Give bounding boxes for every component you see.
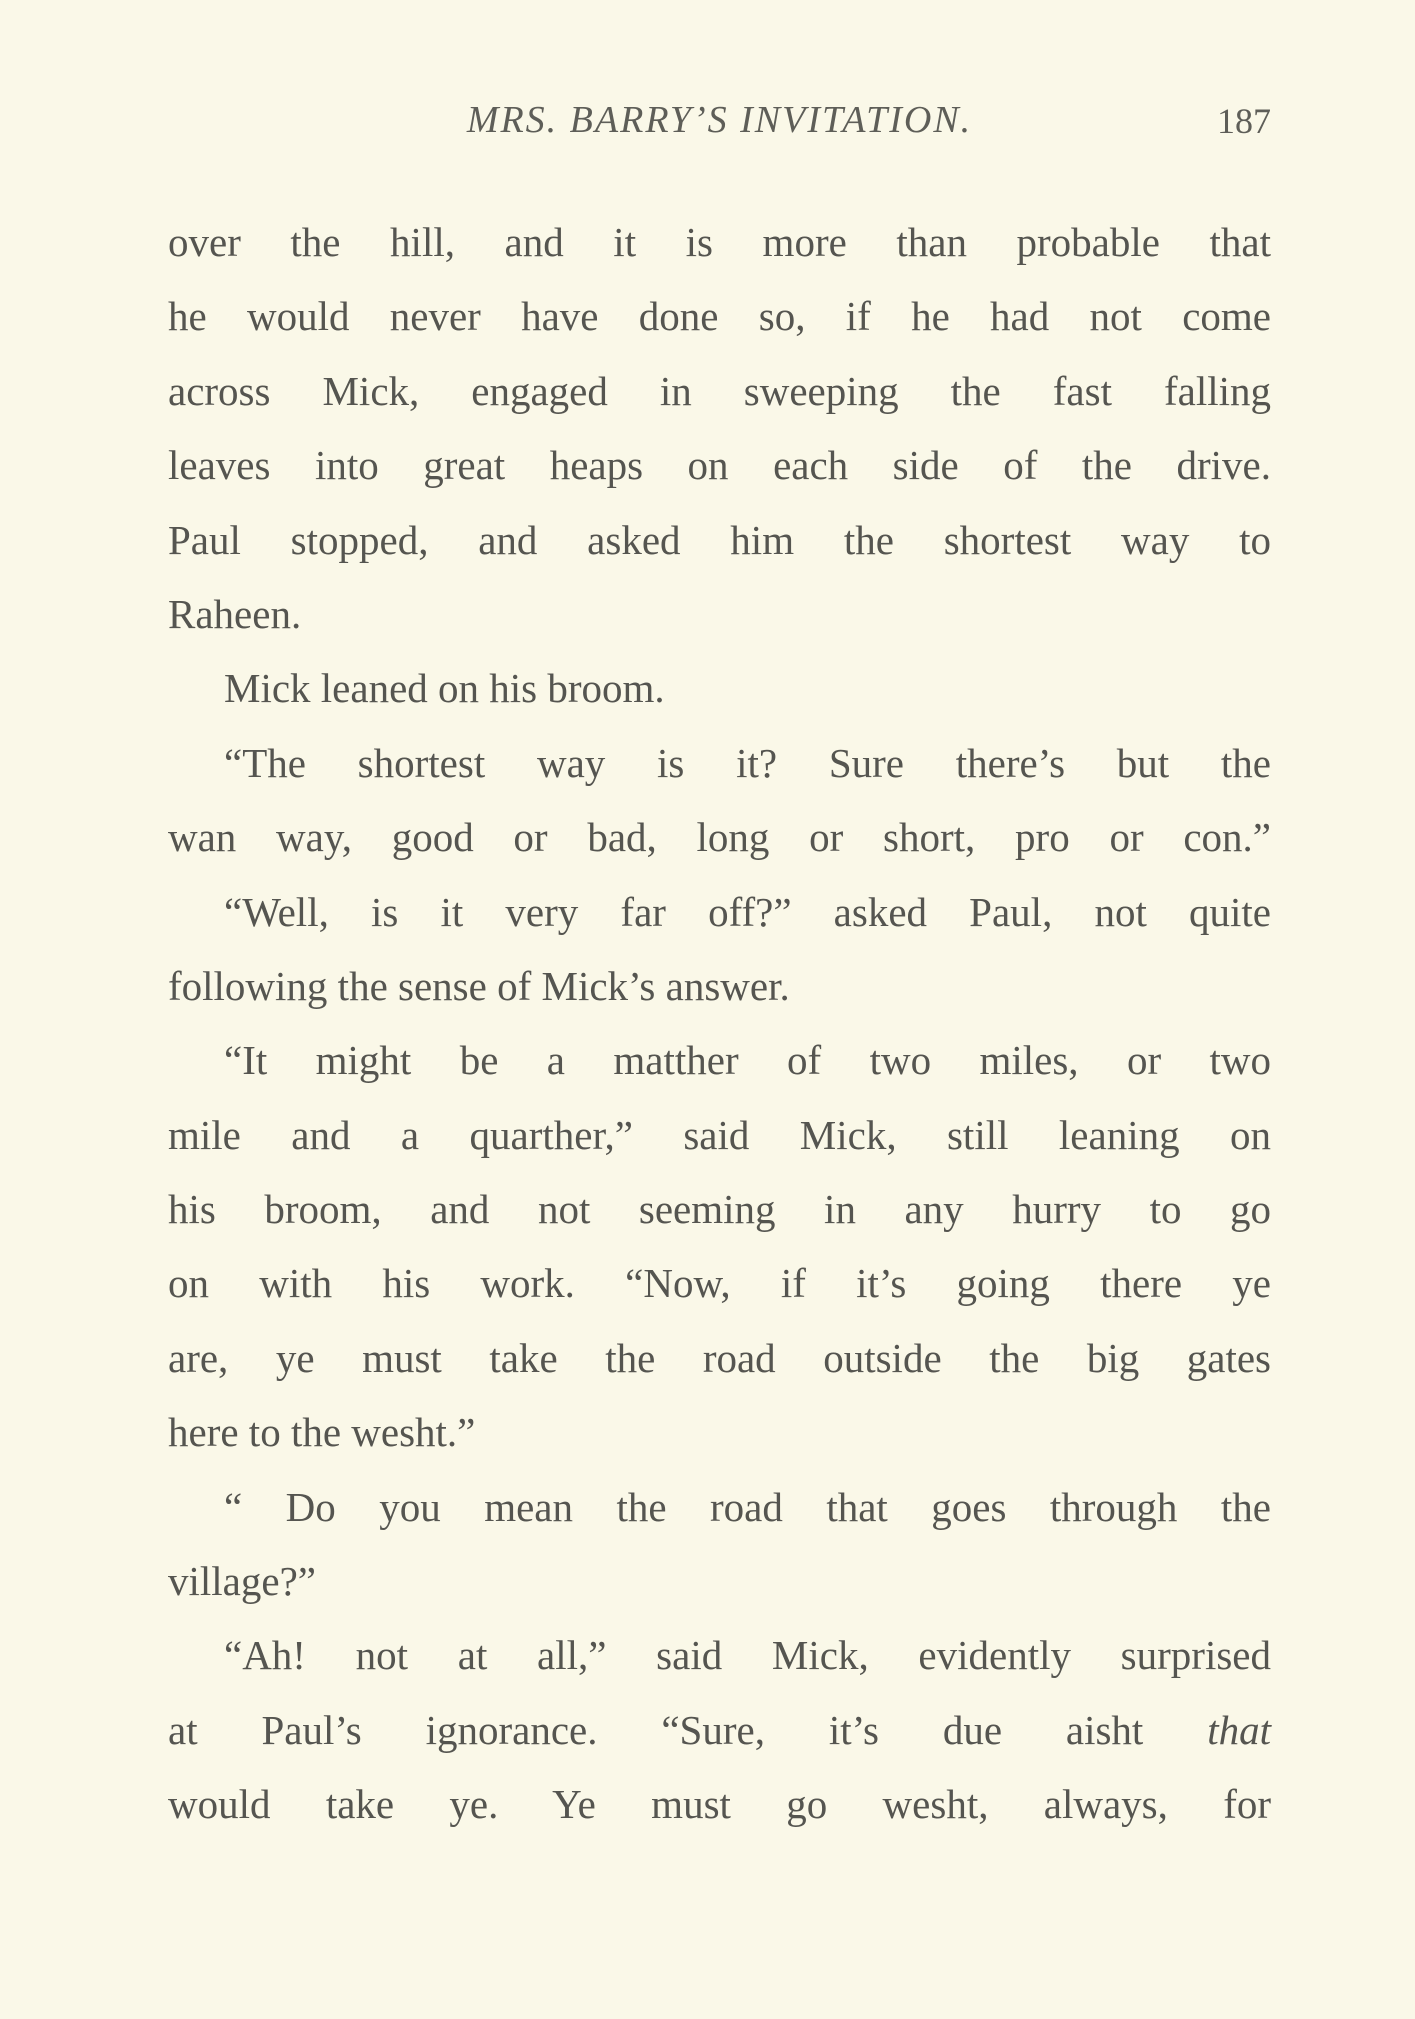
body-text [168, 205, 1271, 1842]
text-line: on with his work. “Now, if it’s going there ye [168, 1260, 1271, 1307]
text-line: village?” [168, 1558, 316, 1605]
text-line: Raheen. [168, 590, 302, 637]
text-line: wan way, good or bad, long or short, pro or con.” [168, 814, 1271, 861]
text-line: Paul stopped, and asked him the shortest way to [168, 516, 1271, 563]
text-line: following the sense of Mick’s answer. [168, 962, 790, 1009]
text-line-segment: at Paul’s ignorance. “Sure, it’s due aisht [168, 1706, 1208, 1753]
text-line: here to the wesht.” [168, 1409, 476, 1456]
text-line: “Well, is it very far off?” asked Paul, not quite [224, 888, 1271, 935]
text-line: he would never have done so, if he had not come [168, 293, 1271, 340]
running-head [168, 98, 1271, 148]
text-line: leaves into great heaps on each side of the drive. [168, 442, 1271, 489]
text-line: over the hill, and it is more than probable that [168, 219, 1271, 265]
text-line [168, 1693, 1271, 1767]
text-line: across Mick, engaged in sweeping the fast falling [168, 367, 1271, 414]
text-line: “It might be a matther of two miles, or two [224, 1037, 1271, 1084]
running-title: MRS. BARRY’S INVITATION. [466, 99, 973, 141]
text-line: “ Do you mean the road that goes through the [224, 1483, 1271, 1530]
text-line: “The shortest way is it? Sure there’s but the [224, 739, 1271, 786]
emphasized-word: that [1207, 1706, 1271, 1753]
text-line: Mick leaned on his broom. [224, 665, 665, 712]
text-line: “Ah! not at all,” said Mick, evidently surprised [224, 1632, 1271, 1679]
text-line: would take ye. Ye must go wesht, always, for [168, 1781, 1271, 1828]
text-line: his broom, and not seeming in any hurry to go [168, 1186, 1271, 1233]
text-line: are, ye must take the road outside the big gates [168, 1334, 1271, 1381]
text-line: mile and a quarther,” said Mick, still leaning on [168, 1111, 1271, 1158]
page-number: 187 [1217, 101, 1271, 141]
